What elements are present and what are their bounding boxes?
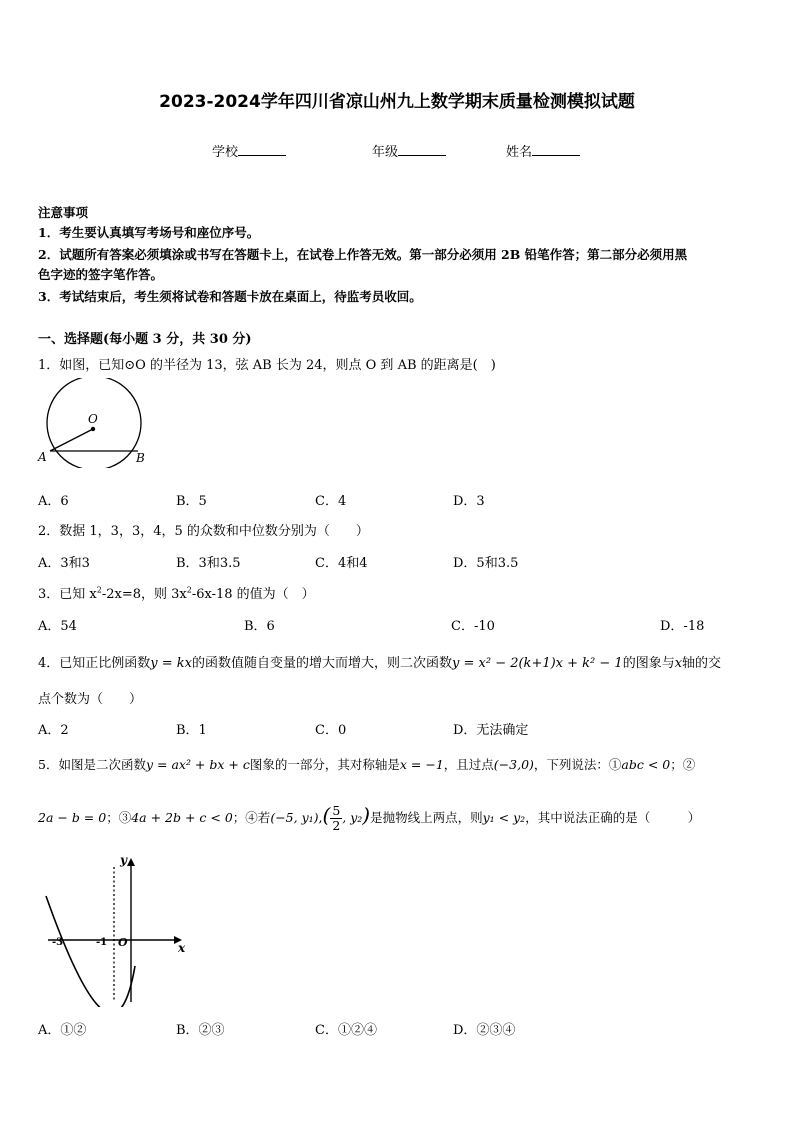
parabola-curve xyxy=(46,896,135,1007)
q2-option-d[interactable]: D．5和3.5 xyxy=(453,556,519,571)
q5-text: ，其中说法正确的是（ ） xyxy=(525,810,701,825)
q5-paren-right: ) xyxy=(362,803,371,827)
q5-text: 5．如图是二次函数 xyxy=(38,757,146,772)
q2-option-b[interactable]: B．3和3.5 xyxy=(176,556,241,571)
page-title: 2023-2024学年四川省凉山州九上数学期末质量检测模拟试题 xyxy=(159,92,635,112)
label-x: x xyxy=(178,941,186,955)
q1-option-d[interactable]: D．3 xyxy=(453,494,485,509)
q4-option-c[interactable]: C．0 xyxy=(315,723,347,738)
y-axis-arrow xyxy=(127,858,135,866)
q5-text: ；③ xyxy=(106,810,132,825)
q5-point-1: (−5, y₁) xyxy=(270,810,319,825)
q5-option-c[interactable]: C．①②④ xyxy=(315,1023,377,1038)
q5-parabola-figure xyxy=(40,852,190,1007)
q4-x-var: x xyxy=(674,656,683,671)
question-1-stem: 1．如图，已知⊙O 的半径为 13，弦 AB 长为 24，则点 O 到 AB 的距离是( ) xyxy=(38,358,496,373)
q4-option-a[interactable]: A．2 xyxy=(38,723,69,738)
q3-option-d[interactable]: D．-18 xyxy=(660,619,705,634)
q4-func-quadratic: y = x² − 2(k+1)x + k² − 1 xyxy=(452,656,623,671)
label-y: y xyxy=(120,853,127,867)
q3-sup: 2 xyxy=(96,585,102,595)
q5-sep: , xyxy=(318,810,323,825)
question-5-line-1 xyxy=(38,755,695,773)
q4-option-b[interactable]: B．1 xyxy=(176,723,207,738)
q5-text: 图象的一部分，其对称轴是 xyxy=(249,757,400,772)
q5-point-2-y: , y₂ xyxy=(342,810,363,825)
q2-option-a[interactable]: A．3和3 xyxy=(38,556,90,571)
label-o: O xyxy=(88,412,98,426)
q5-option-a[interactable]: A．①② xyxy=(38,1023,87,1038)
q5-text: 是抛物线上两点，则 xyxy=(370,810,483,825)
note-item: 3．考试结束后，考生须将试卷和答题卡放在桌面上，待监考员收回。 xyxy=(38,289,422,304)
q3-option-b[interactable]: B．6 xyxy=(244,619,275,634)
label-minus-3: -3 xyxy=(52,937,64,948)
question-4-line-1 xyxy=(38,652,721,671)
q5-inequality: y₁ < y₂ xyxy=(482,810,526,825)
q5-fraction-num: 5 xyxy=(332,803,341,818)
q3-text: -2x=8，则 3x xyxy=(101,587,187,602)
q1-option-a[interactable]: A．6 xyxy=(38,494,69,509)
grade-label: 年级 xyxy=(372,145,399,160)
name-blank[interactable] xyxy=(532,143,580,156)
q3-sup: 2 xyxy=(186,585,192,595)
q3-text: -6x-18 的值为（ ） xyxy=(191,587,315,602)
question-5-line-2 xyxy=(38,798,700,835)
q1-option-c[interactable]: C．4 xyxy=(315,494,347,509)
q3-option-a[interactable]: A．54 xyxy=(38,619,77,634)
q4-text: 4．已知正比例函数 xyxy=(38,656,151,671)
q5-text: ，下列说法：① xyxy=(533,757,622,772)
question-3-stem xyxy=(38,583,315,602)
grade-blank[interactable] xyxy=(398,143,446,156)
note-item: 1．考生要认真填写考场号和座位序号。 xyxy=(38,225,260,240)
q5-option-d[interactable]: D．②③④ xyxy=(453,1023,516,1038)
section-heading: 一、选择题(每小题 3 分，共 30 分) xyxy=(38,332,252,347)
q3-text: 3．已知 x xyxy=(38,587,97,602)
center-point xyxy=(91,427,95,431)
q5-axis: x = −1 xyxy=(399,757,444,772)
q1-circle-figure xyxy=(34,378,164,468)
q3-option-c[interactable]: C．-10 xyxy=(451,619,495,634)
q4-text: 轴的交 xyxy=(682,656,722,671)
q4-option-d[interactable]: D．无法确定 xyxy=(453,723,529,738)
school-label: 学校 xyxy=(212,145,239,160)
q5-text: ；② xyxy=(670,757,696,772)
q5-option-b[interactable]: B．②③ xyxy=(176,1023,225,1038)
label-b: B xyxy=(136,451,145,465)
label-a: A xyxy=(38,450,47,464)
q4-text: 的图象与 xyxy=(622,656,675,671)
q1-option-b[interactable]: B．5 xyxy=(176,494,207,509)
q5-point: (−3,0) xyxy=(493,757,534,772)
label-origin: O xyxy=(118,936,128,949)
radius-oa xyxy=(50,429,93,451)
school-field[interactable] xyxy=(212,141,286,160)
q5-func: y = ax² + bx + c xyxy=(145,757,250,772)
note-item: 色字迹的签字笔作答。 xyxy=(38,267,164,282)
q5-fraction xyxy=(330,804,342,833)
q5-fraction-den: 2 xyxy=(332,818,341,833)
name-label: 姓名 xyxy=(506,145,533,160)
q4-text: 的函数值随自变量的增大而增大，则二次函数 xyxy=(192,656,453,671)
q5-text: ，且过点 xyxy=(443,757,494,772)
q2-option-c[interactable]: C．4和4 xyxy=(315,556,368,571)
q5-paren-left: ( xyxy=(322,803,331,827)
q4-func-linear: y = kx xyxy=(150,656,192,671)
notes-heading: 注意事项 xyxy=(38,205,89,220)
school-blank[interactable] xyxy=(238,143,286,156)
q5-cond-3: 4a + 2b + c < 0 xyxy=(131,810,233,825)
q5-text: ；④若 xyxy=(232,810,271,825)
question-4-line-2: 点个数为（ ） xyxy=(38,692,143,707)
q5-cond-2: 2a − b = 0 xyxy=(38,810,107,825)
label-minus-1: -1 xyxy=(96,937,108,948)
q5-cond-1: abc < 0 xyxy=(621,757,671,772)
question-2-stem: 2．数据 1，3，3，4，5 的众数和中位数分别为（ ） xyxy=(38,524,369,539)
grade-field[interactable] xyxy=(372,141,446,160)
note-item: 2．试题所有答案必须填涂或书写在答题卡上，在试卷上作答无效。第一部分必须用 2B 铅笔作答；第二部分必须用黑 xyxy=(38,247,688,262)
name-field[interactable] xyxy=(506,141,580,160)
